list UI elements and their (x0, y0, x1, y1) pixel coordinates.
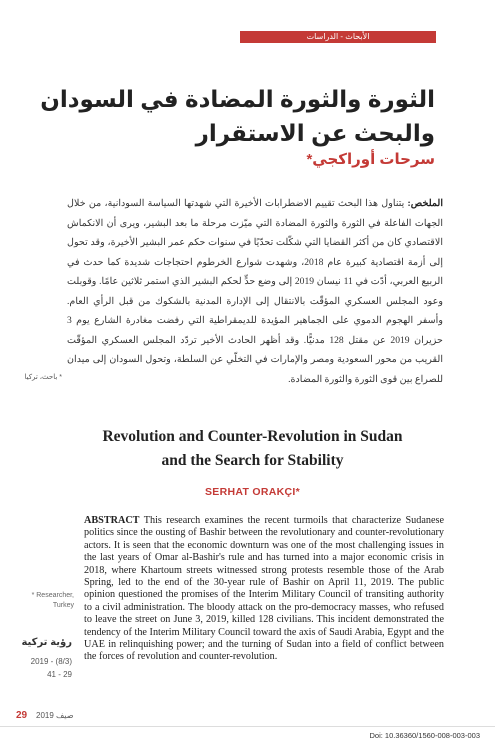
english-author-note (10, 591, 74, 611)
footer-divider (0, 726, 495, 727)
english-title-line-2: and the Search for Stability (161, 452, 344, 469)
english-abstract-label: ABSTRACT (84, 515, 140, 526)
arabic-title-line-2: والبحث عن الاستقرار (195, 120, 435, 146)
english-author-note-line-2: Turkey (52, 602, 74, 609)
english-abstract (84, 515, 444, 664)
footer-issue: صيف 2019 (36, 711, 74, 720)
arabic-abstract-text: يتناول هذا البحث تقييم الاضطرابات الأخيرة التي شهدتها السياسة السودانية، من خلال الجهات الفاعلة في الثورة والثورة المضادة التي ميّزت مرحلة ما بعد البشير، ويرى أن الانكماش الاقتصادي كان من أكثر القضايا التي شكّلت تحدّيًا في سنوات حكم عمر البشير الأخيرة، وقد تحول إلى أزمة اقتصادية كبيرة عام 2018، وشهدت شوارع الخرطوم احتجاجات شديدة كما حدث في الربيع العربي، أدّت في 11 نيسان 2019 إلى وضع حدٍّ لحكم البشير الذي استمر ثلاثين عامًا. وقوبلت وعود المجلس العسكري المؤقّت بالانتقال إلى الإدارة المدنية بالشكوك من قبل الرأي العام. وأسفر الهجوم الدموي على الجماهير المؤيدة للديمقراطية التي رفضت مغادرة الشارع يوم 3 حزيران 2019 عن مقتل 128 مدنيًّا. وقد أظهر الحادث الأخير تردّد المجلس العسكري المؤقّت القريب من محور السعودية ومصر والإمارات في التخلّي عن السلطة، وتحول السودان إلى ميدان للصراع بين قوى الثورة والثورة المضادة. (67, 198, 443, 385)
section-tag: الأبحاث - الدراسات (240, 31, 436, 43)
journal-name: رؤية تركية (21, 637, 72, 648)
english-title-line-1: Revolution and Counter-Revolution in Sudan (102, 428, 403, 445)
journal-date: 2019 - (8/3) (30, 657, 72, 666)
english-author: SERHAT ORAKÇI* (204, 486, 300, 498)
page-number: 29 (16, 710, 28, 721)
journal-pages: 41 - 29 (47, 670, 72, 679)
english-abstract-text: This research examines the recent turmoils that characterize Sudanese politics since the ousting of Bashir between the revolutionary and counter-revolutionary actors. It is seen that the economic downturn was one of the most challenging issues in the last years of Omar al-Bashir's rule and has turned into a major economic crisis in 2018, where Khartoum streets witnessed strong protests resemble those of the Arab Spring, led to the end of the 30-year rule of Bashir on April 11, 2019. The public opinion questioned the promises of the Interim Military Council of transiting authority to a civil administration. The bloody attack on the pro-democracy masses, who refused to leave the street on June 3, 2019, killed 128 civilians. This incident demonstrated the tendency of the Interim Military Council toward the axis of Saudi Arabia, Egypt and the UAE in relinquishing power; and the turning of Sudan into a field of conflict between the forces of revolution and counter-revolution. (84, 515, 444, 663)
doi: Doi: 10.36360/1560-008-003-003 (369, 731, 480, 740)
arabic-author: سرحات أوراكجي* (306, 151, 435, 168)
english-author-note-line-1: * Researcher, (31, 592, 74, 599)
arabic-abstract-label: الملخص: (407, 198, 443, 209)
arabic-author-note: * باحث، تركيا (24, 374, 62, 381)
arabic-abstract (67, 194, 443, 389)
arabic-title-line-1: الثورة والثورة المضادة في السودان (40, 86, 435, 112)
